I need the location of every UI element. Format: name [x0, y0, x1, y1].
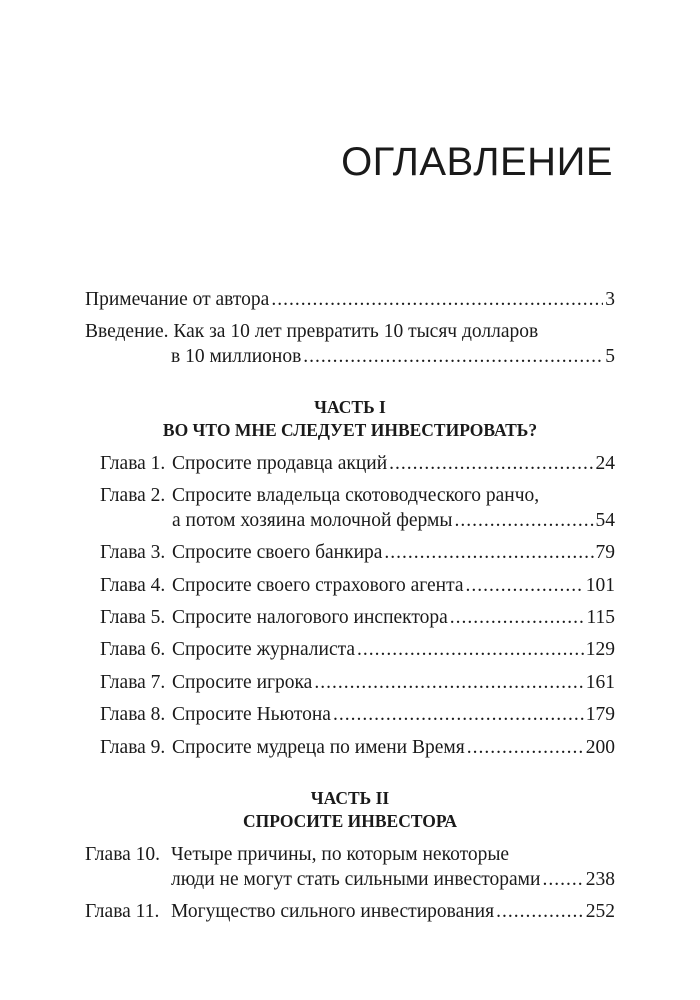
page-number: 200: [585, 737, 615, 758]
chapter-label: Глава 4.: [100, 575, 166, 596]
leader-dots: [314, 671, 583, 695]
toc-entry-author-note[interactable]: [85, 288, 615, 312]
chapter-label: Глава 10.: [85, 844, 161, 865]
page-number: 3: [605, 289, 615, 310]
chapter-title: Спросите продавца акций: [172, 453, 388, 474]
page-number: 5: [605, 346, 615, 367]
page-title: ОГЛАВЛЕНИЕ: [341, 140, 613, 184]
chapter-title: Спросите игрока: [172, 672, 313, 693]
chapter-label: Глава 8.: [100, 704, 166, 725]
toc-entry-chapter1[interactable]: [100, 452, 615, 476]
toc-entry-chapter10-cont[interactable]: [85, 868, 615, 892]
leader-dots: [357, 638, 584, 662]
part2-title: СПРОСИТЕ ИНВЕСТОРА: [243, 811, 457, 831]
page-number: 179: [585, 704, 615, 725]
toc-entry-introduction-cont[interactable]: [85, 345, 615, 369]
page-number: 101: [585, 575, 615, 596]
entry-title: Примечание от автора: [85, 289, 270, 310]
part1-label: ЧАСТЬ I: [314, 397, 386, 417]
toc-entry-chapter3[interactable]: [100, 541, 615, 565]
chapter-label: Глава 11.: [85, 901, 160, 922]
entry-title-line2: в 10 миллионов: [171, 346, 302, 367]
toc-entry-introduction[interactable]: [85, 320, 615, 344]
chapter-title-line2: люди не могут стать сильными инвесторами: [171, 869, 541, 890]
toc-entry-chapter9[interactable]: [100, 736, 615, 760]
chapter-title: Могущество сильного инвестирования: [171, 901, 495, 922]
page-number: 252: [585, 901, 615, 922]
chapter-label: Глава 2.: [100, 485, 166, 506]
chapter-title-line1: Спросите владельца скотоводческого ранчо,: [172, 485, 540, 506]
leader-dots: [303, 345, 603, 369]
chapter-title-line2: а потом хозяина молочной фермы: [172, 510, 453, 531]
leader-dots: [389, 452, 593, 476]
toc-entry-chapter6[interactable]: [100, 638, 615, 662]
page-number: 54: [595, 510, 615, 531]
chapter-label: Глава 3.: [100, 542, 166, 563]
toc-entry-chapter5[interactable]: [100, 606, 615, 630]
toc-entry-chapter2[interactable]: [100, 484, 615, 508]
entry-title-line1: Введение. Как за 10 лет превратить 10 тысяч долларов: [85, 321, 539, 342]
part2-label: ЧАСТЬ II: [310, 788, 390, 808]
leader-dots: [496, 900, 584, 924]
leader-dots: [467, 736, 584, 760]
page-number: 115: [586, 607, 615, 628]
page-number: 129: [585, 639, 615, 660]
chapter-label: Глава 7.: [100, 672, 166, 693]
chapter-title: Спросите налогового инспектора: [172, 607, 448, 628]
leader-dots: [384, 541, 593, 565]
leader-dots: [466, 574, 584, 598]
part1-title: ВО ЧТО МНЕ СЛЕДУЕТ ИНВЕСТИРОВАТЬ?: [162, 420, 538, 440]
leader-dots: [333, 703, 584, 727]
chapter-title: Спросите мудреца по имени Время: [172, 737, 465, 758]
leader-dots: [542, 868, 583, 892]
toc-entry-chapter10[interactable]: [85, 843, 615, 867]
chapter-label: Глава 1.: [100, 453, 166, 474]
chapter-label: Глава 5.: [100, 607, 166, 628]
chapter-label: Глава 9.: [100, 737, 166, 758]
leader-dots: [271, 288, 603, 312]
chapter-title: Спросите своего банкира: [172, 542, 383, 563]
leader-dots: [454, 509, 593, 533]
chapter-title: Спросите журналиста: [172, 639, 356, 660]
toc-entry-chapter4[interactable]: [100, 574, 615, 598]
leader-dots: [450, 606, 585, 630]
chapter-title-line1: Четыре причины, по которым некоторые: [171, 844, 510, 865]
toc-entry-chapter7[interactable]: [100, 671, 615, 695]
page-number: 161: [585, 672, 615, 693]
toc-entry-chapter11[interactable]: [85, 900, 615, 924]
chapter-title: Спросите Ньютона: [172, 704, 331, 725]
page-number: 24: [595, 453, 615, 474]
toc-entry-chapter8[interactable]: [100, 703, 615, 727]
page-number: 238: [585, 869, 615, 890]
chapter-title: Спросите своего страхового агента: [172, 575, 464, 596]
chapter-label: Глава 6.: [100, 639, 166, 660]
page-number: 79: [595, 542, 615, 563]
toc-entry-chapter2-cont[interactable]: [100, 509, 615, 533]
